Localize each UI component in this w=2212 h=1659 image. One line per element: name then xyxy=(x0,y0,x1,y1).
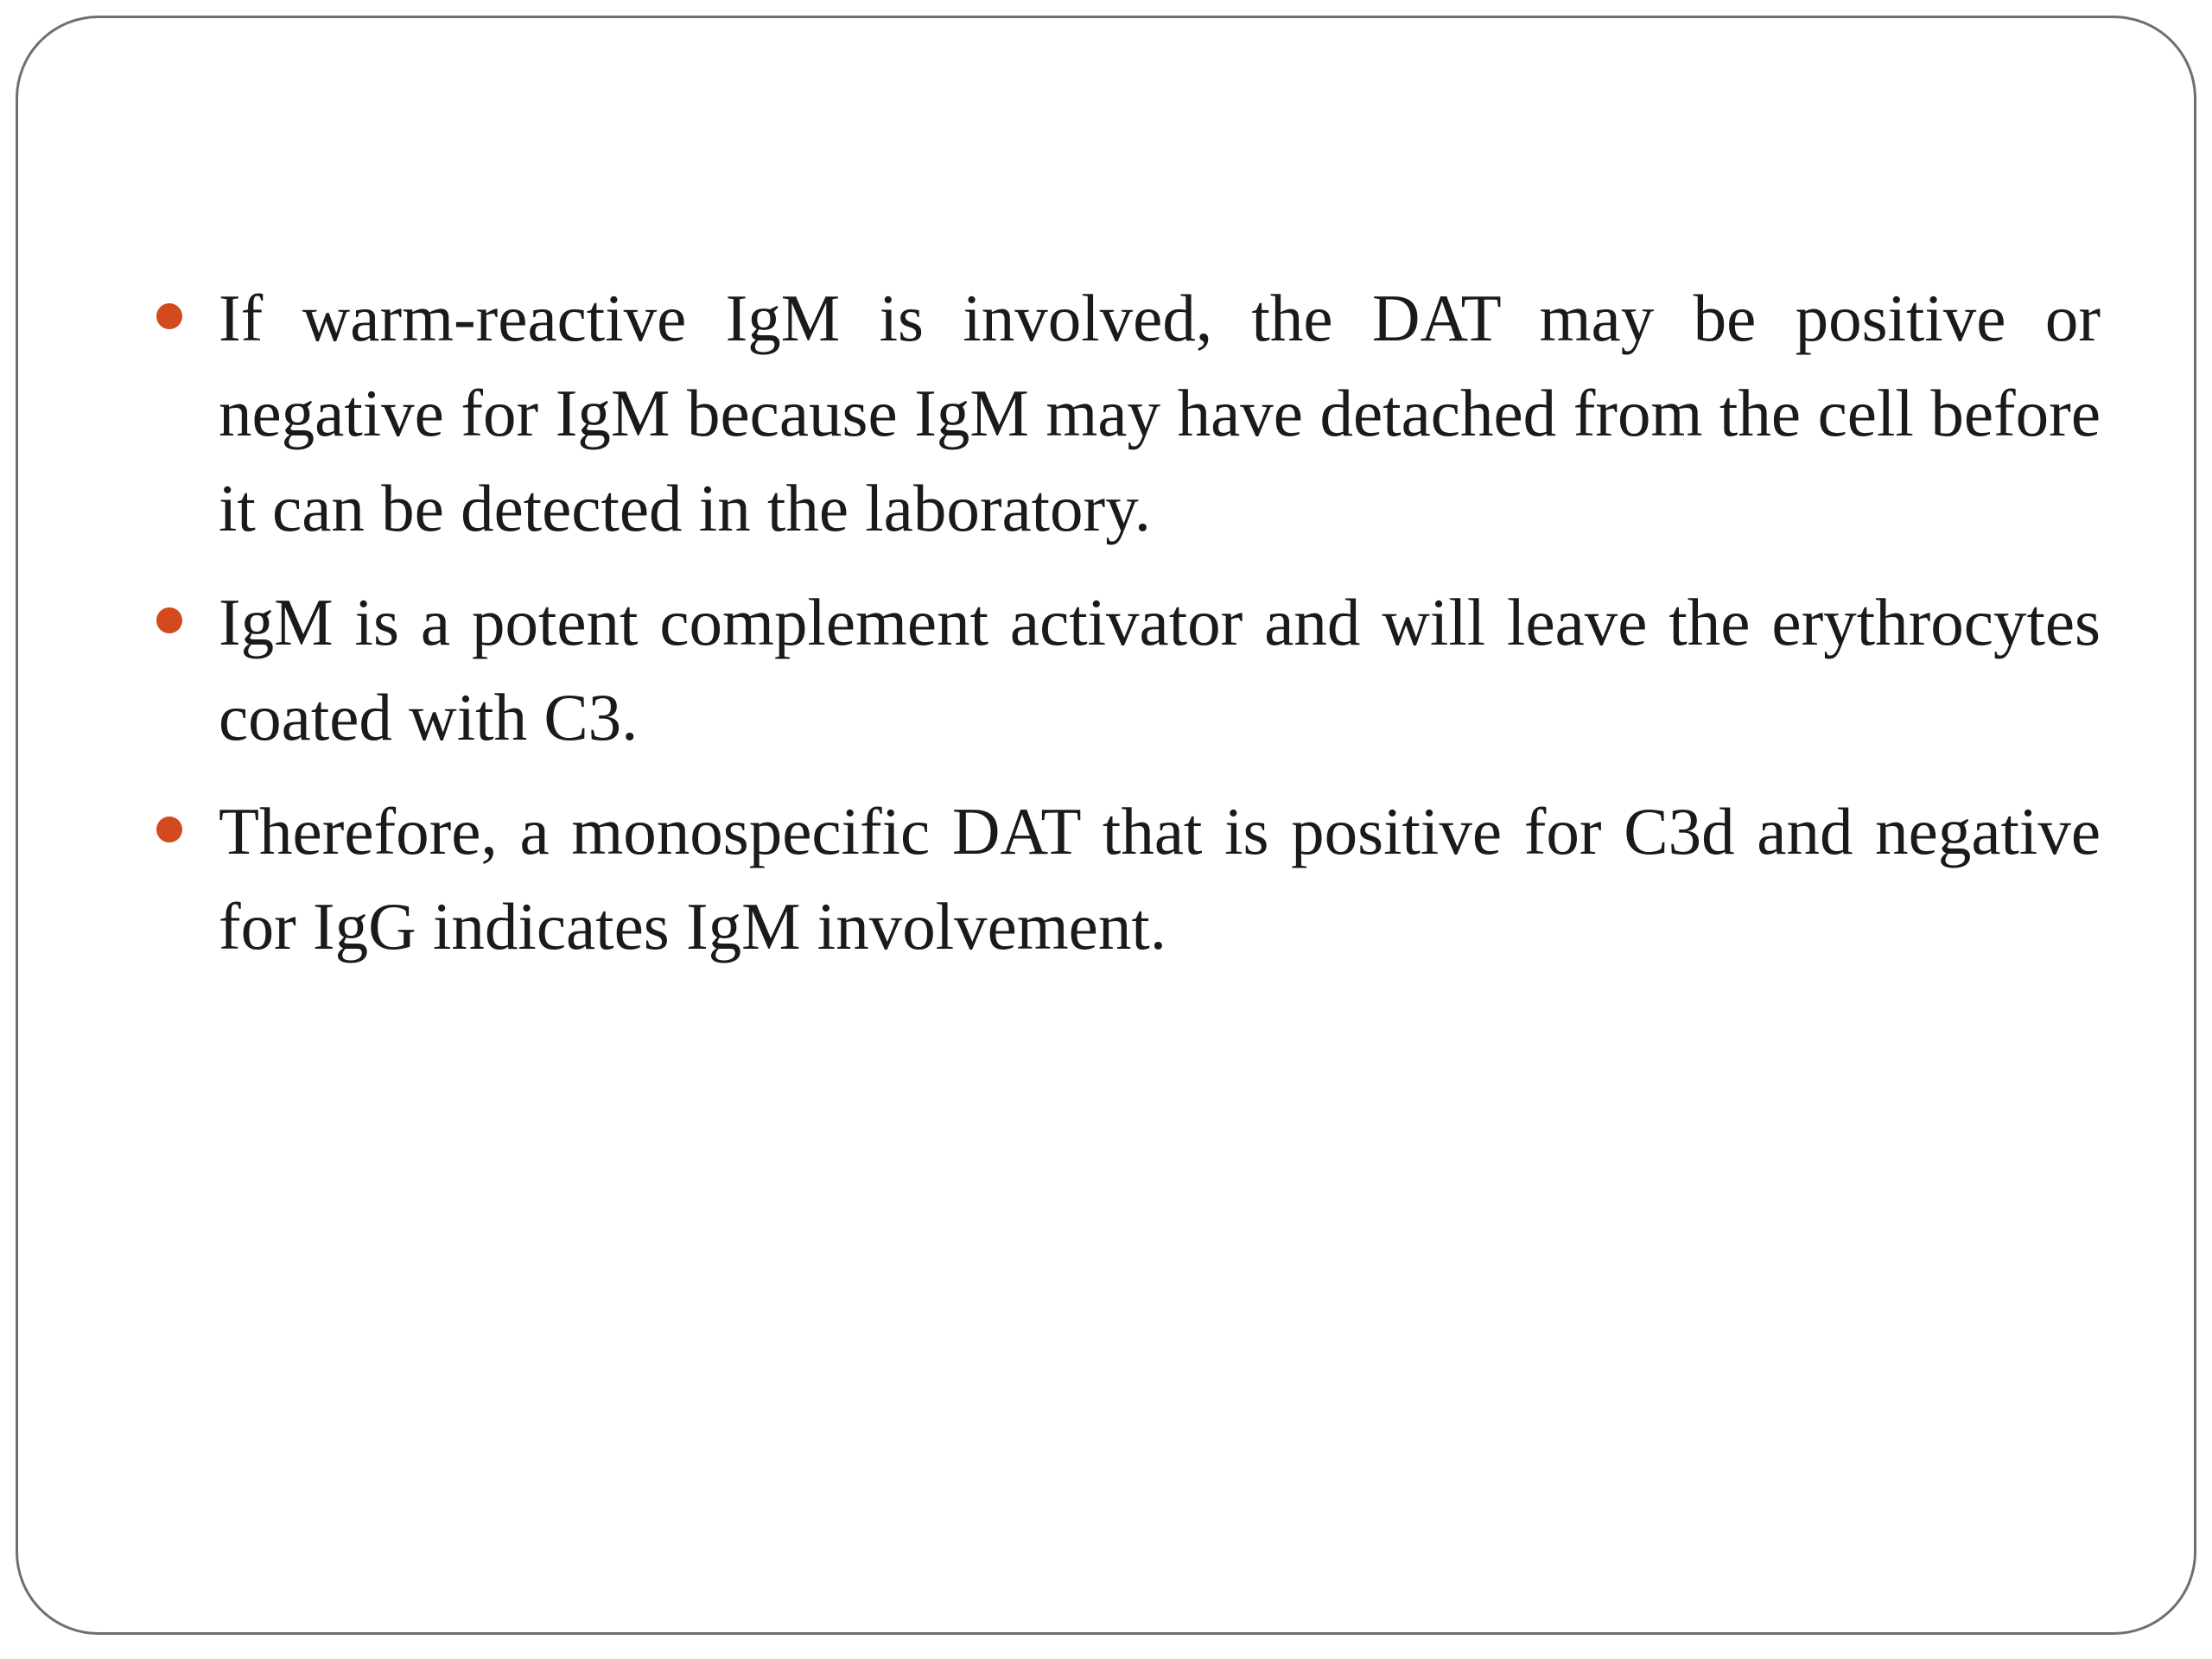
bullet-dot-icon xyxy=(156,817,182,842)
bullet-list xyxy=(148,270,2101,993)
bullet-text: Therefore, a monospecific DAT that is positive for C3d and negative for IgG indicates IgM involvement. xyxy=(219,794,2101,963)
bullet-item-2 xyxy=(148,575,2101,765)
bullet-item-1 xyxy=(148,270,2101,556)
bullet-dot-icon xyxy=(156,303,182,329)
slide-frame xyxy=(16,16,2196,1635)
bullet-item-3 xyxy=(148,784,2101,974)
bullet-text: IgM is a potent complement activator and will leave the erythrocytes coated with C3. xyxy=(219,585,2101,754)
bullet-dot-icon xyxy=(156,607,182,633)
bullet-text: If warm-reactive IgM is involved, the DAT may be positive or negative for IgM because IgM may have detached from the cell before it can be detected in the laboratory. xyxy=(219,281,2101,545)
